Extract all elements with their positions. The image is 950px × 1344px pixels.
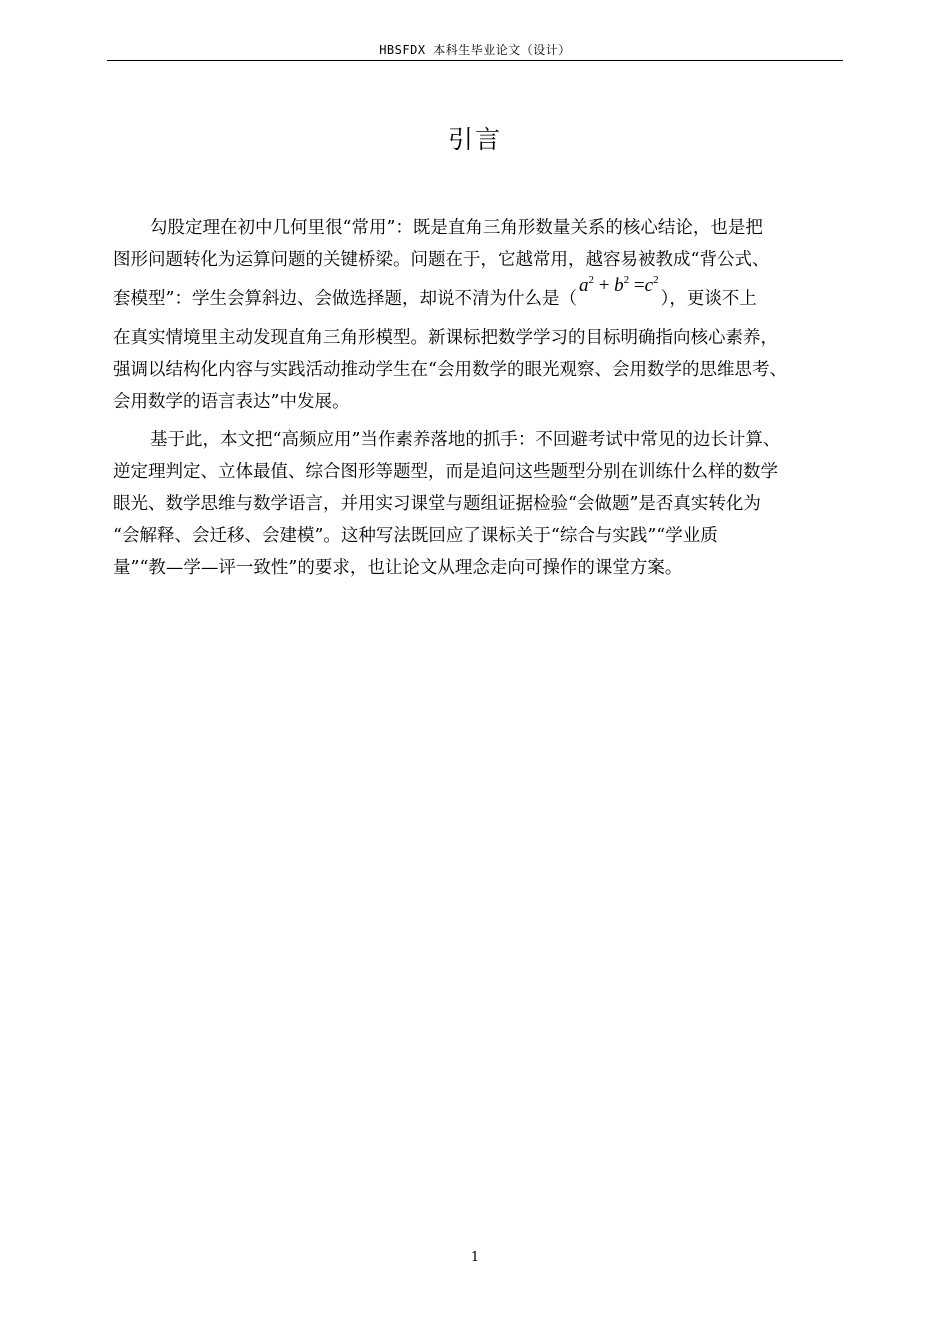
text-line: 基于此，本文把“高频应用”当作素养落地的抓手：不回避考试中常见的边长计算、 [150,430,781,450]
formula-exponent: 2 [588,274,594,286]
formula-exponent: 2 [653,274,659,286]
page-header [107,42,843,58]
header-rule [107,60,843,61]
section-title: 引言 [447,125,502,154]
text-line: “会解释、会迁移、会建模”。这种写法既回应了课标关于“综合与实践”“学业质 [113,526,718,546]
paragraph-1 [113,212,853,418]
paragraph-2 [113,424,853,584]
pythagorean-formula [579,270,659,296]
page-number: 1 [470,1250,480,1265]
formula-equals: = [633,275,645,296]
text-segment: 套模型”：学生会算斜边、会做选择题，却说不清为什么是（ [113,289,577,309]
text-line: 会用数学的语言表达”中发展。 [113,392,350,412]
text-line: 逆定理判定、立体最值、综合图形等题型，而是追问这些题型分别在训练什么样的数学 [113,462,778,482]
formula-exponent: 2 [623,274,630,286]
text-line-with-formula [113,276,853,322]
text-line: 在真实情境里主动发现直角三角形模型。新课标把数学学习的目标明确指向核心素养， [113,328,778,348]
formula-plus: + [598,275,610,296]
text-line: 图形问题转化为运算问题的关键桥梁。问题在于，它越常用，越容易被教成“背公式、 [113,250,770,270]
text-line: 眼光、数学思维与数学语言，并用实习课堂与题组证据检验“会做题”是否真实转化为 [113,494,761,514]
formula-var-c: c [644,275,654,296]
text-segment: ），更谈不上 [660,289,757,309]
formula-var-a: a [578,275,589,296]
text-line: 强调以结构化内容与实践活动推动学生在“会用数学的眼光观察、会用数学的思维思考、 [113,360,787,380]
header-text: HBSFDX 本科生毕业论文（设计） [379,43,571,57]
formula-var-b: b [614,275,624,296]
text-line: 勾股定理在初中几何里很“常用”：既是直角三角形数量关系的核心结论，也是把 [150,218,763,238]
text-line: 量”“教—学—评一致性”的要求，也让论文从理念走向可操作的课堂方案。 [113,558,683,578]
body-text [113,212,853,584]
